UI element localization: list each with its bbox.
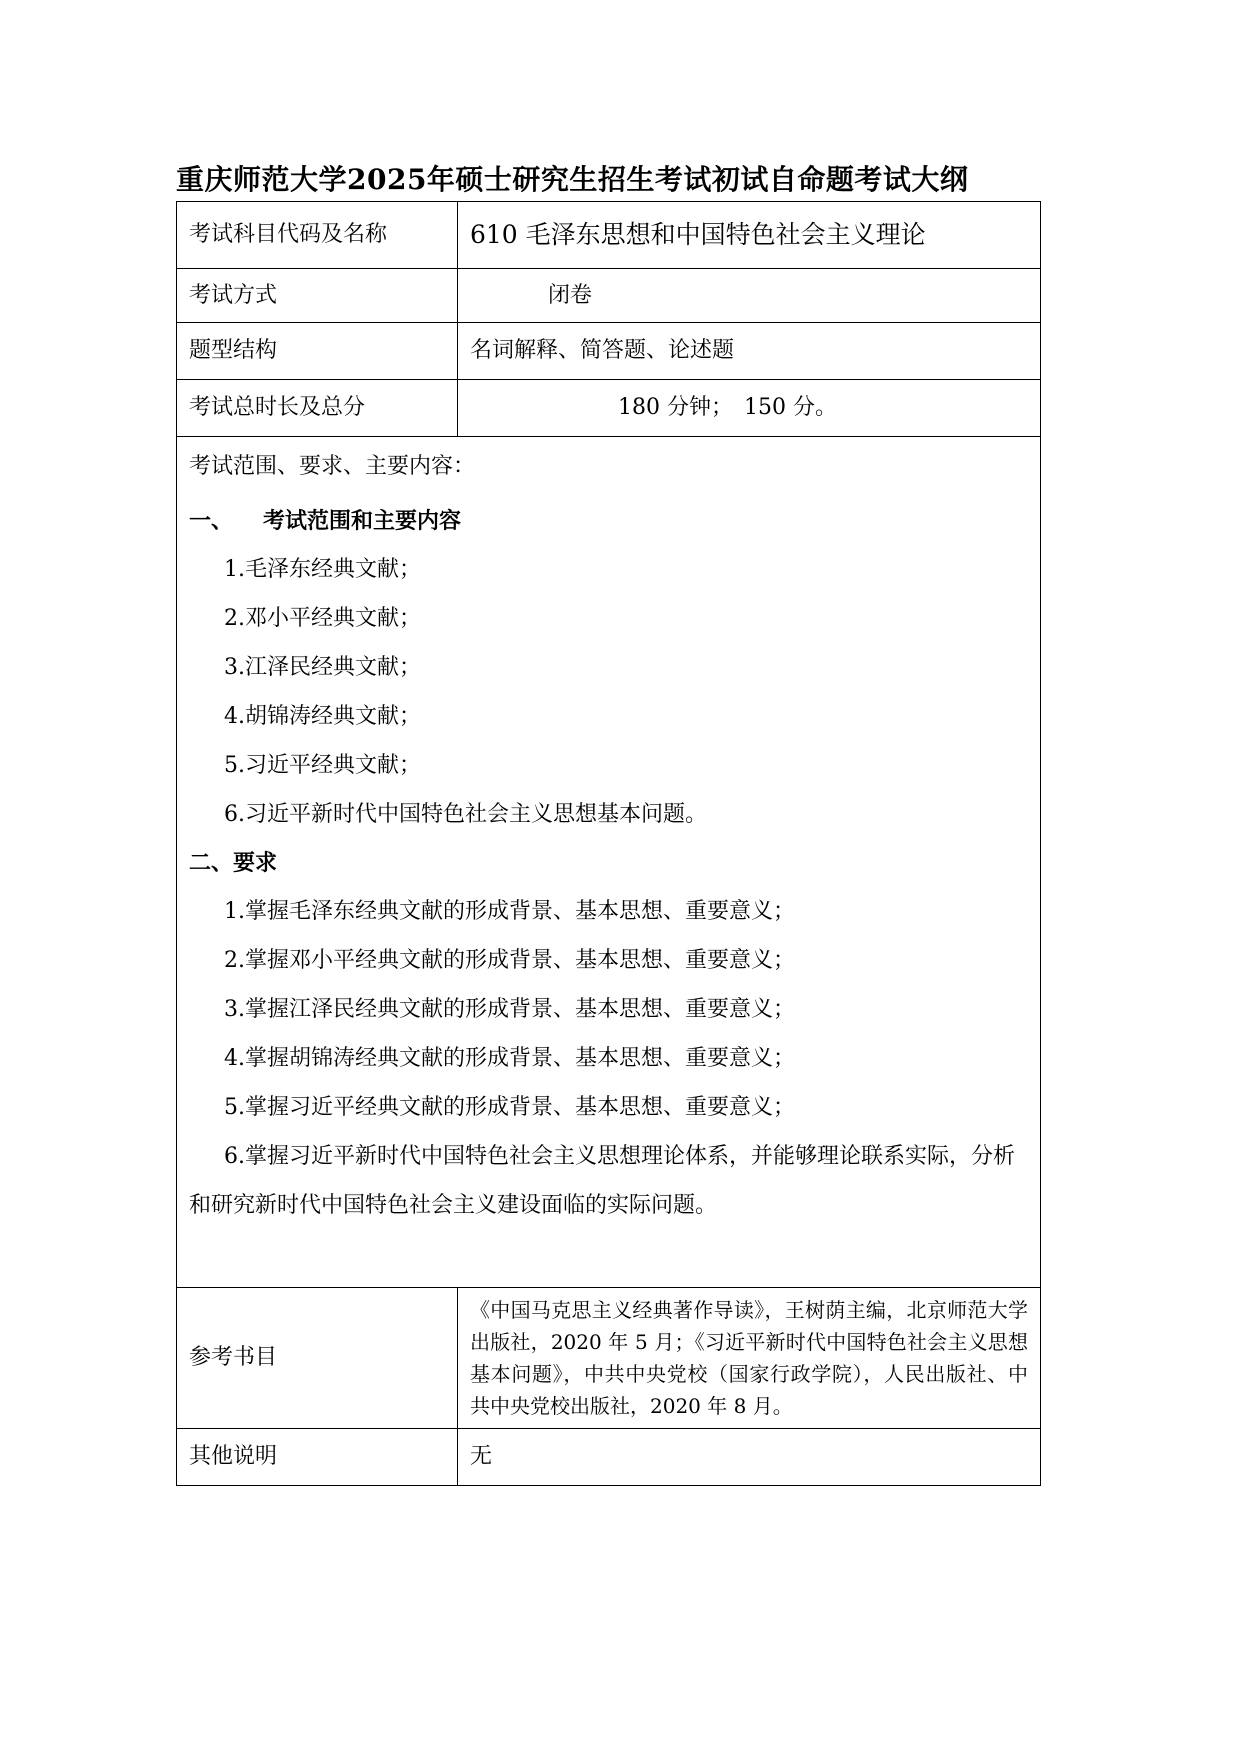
section-1-number: 一、 bbox=[189, 508, 234, 534]
content-row bbox=[177, 437, 1041, 1288]
subject-row bbox=[177, 202, 1041, 269]
list-item: 1.毛泽东经典文献； bbox=[224, 557, 421, 582]
subject-value: 610 毛泽东思想和中国特色社会主义理论 bbox=[458, 202, 1041, 269]
question-types-row bbox=[177, 323, 1041, 380]
references-label: 参考书目 bbox=[177, 1288, 458, 1429]
references-row bbox=[177, 1288, 1041, 1429]
list-item: 2.邓小平经典文献； bbox=[224, 606, 421, 631]
list-item: 5.掌握习近平经典文献的形成背景、基本思想、重要意义； bbox=[224, 1095, 795, 1120]
other-notes-label: 其他说明 bbox=[177, 1429, 458, 1486]
list-item: 2.掌握邓小平经典文献的形成背景、基本思想、重要意义； bbox=[224, 948, 795, 973]
other-notes-row bbox=[177, 1429, 1041, 1486]
references-value: 《中国马克思主义经典著作导读》，王树荫主编，北京师范大学出版社，2020 年 5 月；《习近平新时代中国特色社会主义思想基本问题》，中共中央党校（国家行政学院），人民出版社、中共中央党校出版社，2020 年 8 月。 bbox=[458, 1288, 1041, 1429]
list-item: 6.习近平新时代中国特色社会主义思想基本问题。 bbox=[224, 802, 707, 827]
duration-label: 考试总时长及总分 bbox=[177, 380, 458, 437]
list-item: 3.江泽民经典文献； bbox=[224, 655, 421, 680]
other-notes-value: 无 bbox=[458, 1429, 1041, 1486]
method-label: 考试方式 bbox=[177, 269, 458, 323]
question-types-label: 题型结构 bbox=[177, 323, 458, 380]
list-item: 4.胡锦涛经典文献； bbox=[224, 704, 421, 729]
section-2-heading: 二、要求 bbox=[189, 850, 278, 876]
list-item: 3.掌握江泽民经典文献的形成背景、基本思想、重要意义； bbox=[224, 997, 795, 1022]
question-types-value: 名词解释、简答题、论述题 bbox=[458, 323, 1041, 380]
scope-intro: 考试范围、要求、主要内容： bbox=[189, 454, 476, 479]
method-value: 闭卷 bbox=[458, 269, 1041, 323]
list-item: 6.掌握习近平新时代中国特色社会主义思想理论体系，并能够理论联系实际，分析和研究新时代中国特色社会主义建设面临的实际问题。 bbox=[189, 1144, 1015, 1218]
section-1-title: 考试范围和主要内容 bbox=[263, 508, 462, 534]
duration-row bbox=[177, 380, 1041, 437]
content-cell bbox=[177, 437, 1041, 1288]
duration-value: 180 分钟； 150 分。 bbox=[458, 380, 1041, 437]
document-title: 重庆师范大学2025年硕士研究生招生考试初试自命题考试大纲 bbox=[176, 163, 969, 196]
list-item: 1.掌握毛泽东经典文献的形成背景、基本思想、重要意义； bbox=[224, 899, 795, 924]
method-row bbox=[177, 269, 1041, 323]
section-1-heading bbox=[189, 497, 1028, 545]
list-item: 5.习近平经典文献； bbox=[224, 753, 421, 778]
exam-outline-table bbox=[176, 201, 1041, 1486]
subject-label: 考试科目代码及名称 bbox=[177, 202, 458, 269]
list-item: 4.掌握胡锦涛经典文献的形成背景、基本思想、重要意义； bbox=[224, 1046, 795, 1071]
